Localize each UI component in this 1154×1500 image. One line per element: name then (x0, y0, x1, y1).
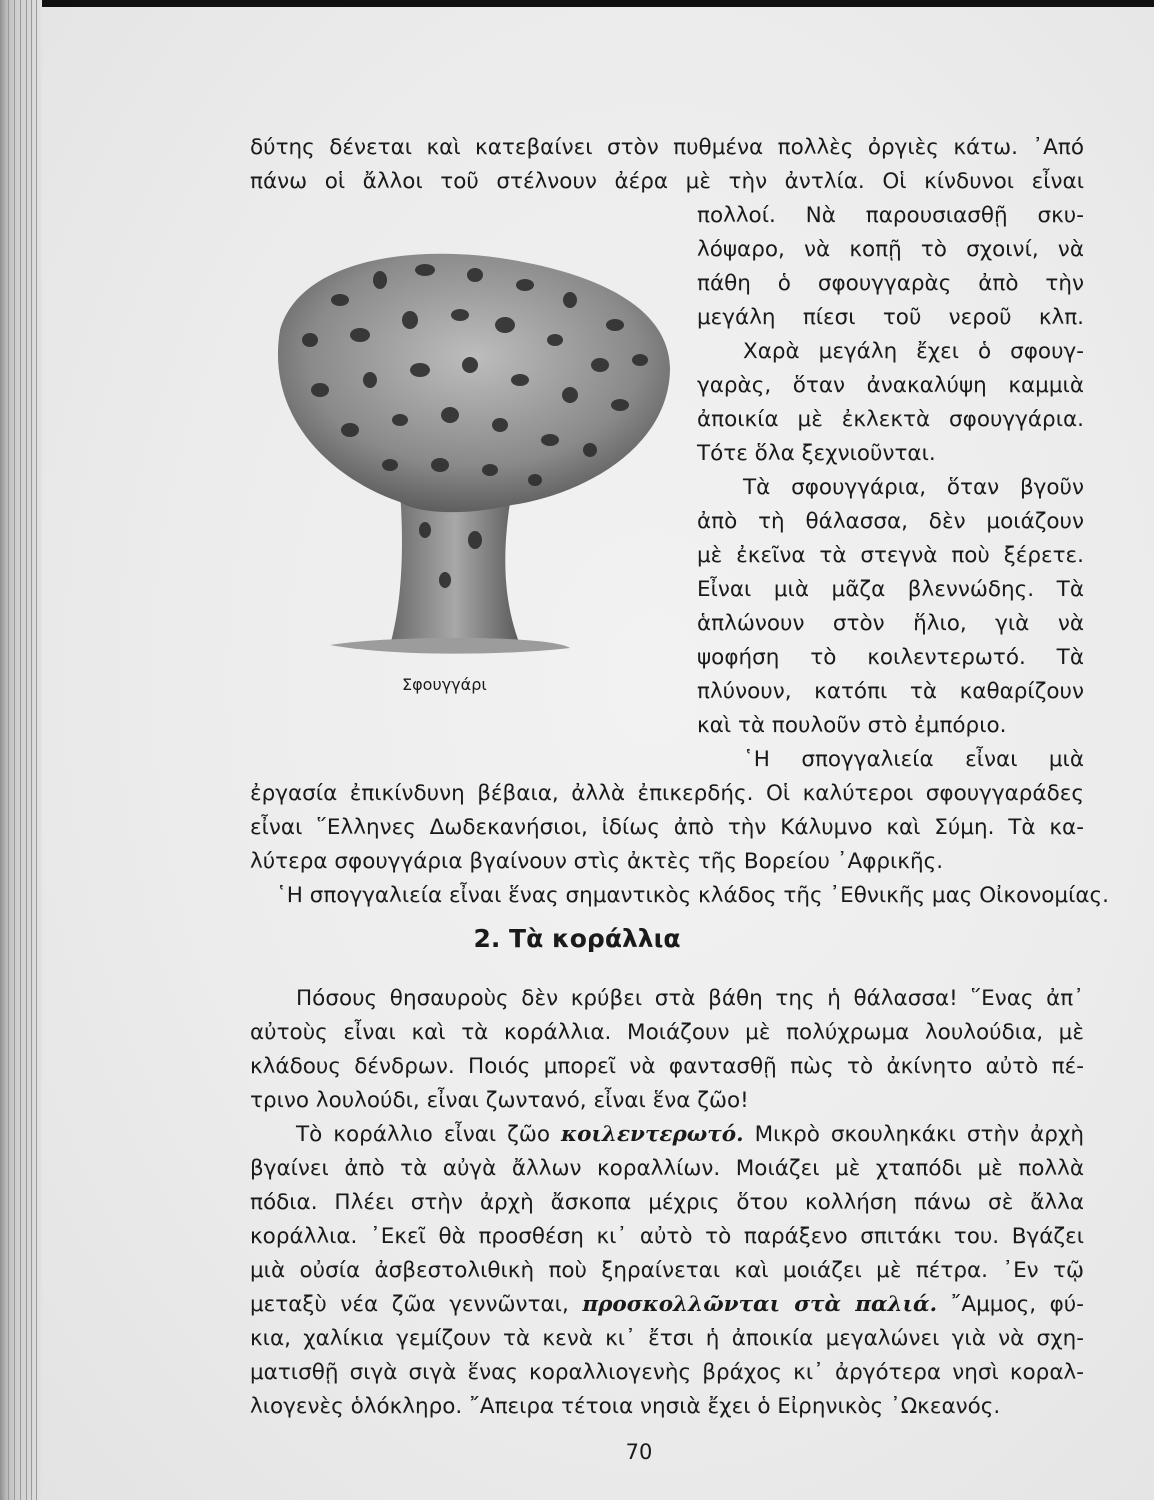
text-span: Μικρὸ σκουληκάκι στὴν ἀρχὴ (743, 1122, 1084, 1147)
text-line: ἁπλώνουν στὸν ἥλιο, γιὰ νὰ (697, 611, 1084, 636)
text-line: ματισθῇ σιγὰ σιγὰ ἕνας κοραλλιογενὴς βράχος κι᾿ ἀργότερα νησὶ κοραλ- (250, 1360, 1084, 1385)
figure-caption: Σφουγγάρι (402, 675, 487, 694)
text-line: Πόσους θησαυροὺς δὲν κρύβει στὰ βάθη της ἡ θάλασσα! ῞Ενας ἀπ᾿ (296, 986, 1084, 1011)
text-line: καὶ τὰ πουλοῦν στὸ ἐμπόριο. (697, 713, 1007, 738)
text-line: πλύνουν, κατόπι τὰ καθαρίζουν (697, 679, 1084, 704)
text-line (250, 1291, 1084, 1319)
sponge-cap (278, 254, 670, 512)
text-line: κλάδους δένδρων. Ποιός μπορεῖ νὰ φαντασθῇ πὼς τὸ ἀκίνητο αὐτὸ πέ- (250, 1054, 1084, 1079)
text-line: ἐργασία ἐπικίνδυνη βέβαια, ἀλλὰ ἐπικερδής. Οἱ καλύτεροι σφουγγαράδες (250, 781, 1084, 806)
text-line: ῾Η σπογγαλιεία εἶναι ἕνας σημαντικὸς κλάδος τῆς ᾿Εθνικῆς μας Οἰκονομίας. (276, 883, 1109, 908)
text-line: τρινο λουλούδι, εἶναι ζωντανό, εἶναι ἕνα ζῶο! (250, 1088, 749, 1113)
text-line: κοράλλια. ᾿Εκεῖ θὰ προσθέση κι᾿ αὐτὸ τὸ παράξενο σπιτάκι του. Βγάζει (250, 1224, 1084, 1249)
text-line: μεγάλη πίεσι τοῦ νεροῦ κλπ. (697, 305, 1084, 330)
text-line: ῾Η σπογγαλιεία εἶναι μιὰ (743, 747, 1084, 772)
emphasis-phrase: προσκολλῶνται στὰ παλιά. (582, 1292, 938, 1317)
page-number: 70 (625, 1440, 653, 1464)
text-line: πολλοί. Νὰ παρουσιασθῇ σκυ- (697, 203, 1084, 228)
book-spine-edge (0, 0, 42, 1500)
sponge-stem (390, 490, 520, 645)
text-line: λιογενὲς ὁλόκληρο. ῎Απειρα τέτοια νησιὰ ἔχει ὁ Εἰρηνικὸς ᾿Ωκεανός. (250, 1394, 1001, 1419)
text-line: δύτης δένεται καὶ κατεβαίνει στὸν πυθμένα πολλὲς ὀργιὲς κάτω. ᾿Από (250, 135, 1084, 160)
text-line: Εἶναι μιὰ μᾶζα βλεννώδης. Τὰ (697, 577, 1084, 602)
text-line: βγαίνει ἀπὸ τὰ αὐγὰ ἄλλων κοραλλίων. Μοιάζει μὲ χταπόδι μὲ πολλὰ (250, 1156, 1084, 1181)
text-line: μὲ ἐκεῖνα τὰ στεγνὰ ποὺ ξέρετε. (697, 543, 1084, 568)
text-line: εἶναι ῞Ελληνες Δωδεκανήσιοι, ἰδίως ἀπὸ τὴν Κάλυμνο καὶ Σύμη. Τὰ κα- (250, 815, 1084, 840)
text-line: πόδια. Πλέει στὴν ἀρχὴ ἄσκοπα μέχρις ὅτου κολλήση πάνω σὲ ἄλλα (250, 1190, 1084, 1215)
text-line: γαρὰς, ὅταν ἀνακαλύψη καμμιὰ (697, 373, 1084, 398)
text-line: ἀποικία μὲ ἐκλεκτὰ σφουγγάρια. (697, 407, 1084, 432)
text-line: Τότε ὅλα ξεχνιοῦνται. (697, 441, 936, 466)
text-line: λόψαρο, νὰ κοπῇ τὸ σχοινί, νὰ (697, 237, 1084, 262)
section-heading: 2. Τὰ κοράλλια (473, 924, 681, 953)
text-line: πάνω οἱ ἄλλοι τοῦ στέλνουν ἀέρα μὲ τὴν ἀντλία. Οἱ κίνδυνοι εἶναι (250, 169, 1084, 194)
text-line (296, 1121, 1084, 1149)
text-span: Τὸ κοράλλιο εἶναι ζῶο (296, 1122, 562, 1147)
text-line: κια, χαλίκια γεμίζουν τὰ κενὰ κι᾿ ἔτσι ἡ ἀποικία μεγαλώνει γιὰ νὰ σχη- (250, 1326, 1084, 1351)
text-line: Χαρὰ μεγάλη ἔχει ὁ σφουγ- (743, 339, 1084, 364)
sponge-illustration (250, 240, 690, 670)
text-span: μεταξὺ νέα ζῶα γεννῶνται, (250, 1292, 583, 1317)
sponge-base (330, 638, 570, 654)
text-line: πάθη ὁ σφουγγαρὰς ἀπὸ τὴν (697, 271, 1084, 296)
text-line: ἀπὸ τὴ θάλασσα, δὲν μοιάζουν (697, 509, 1084, 534)
text-span: ῎Αμμος, φύ- (937, 1292, 1084, 1317)
emphasis-term: κοιλεντερωτό. (561, 1122, 744, 1147)
text-line: ψοφήση τὸ κοιλεντερωτό. Τὰ (697, 645, 1084, 670)
scan-top-border (0, 0, 1154, 7)
text-line: λύτερα σφουγγάρια βγαίνουν στὶς ἀκτὲς τῆς Βορείου ᾿Αφρικῆς. (250, 849, 944, 874)
text-line: Τὰ σφουγγάρια, ὅταν βγοῦν (743, 475, 1084, 500)
text-line: αὐτοὺς εἶναι καὶ τὰ κοράλλια. Μοιάζουν μὲ πολύχρωμα λουλούδια, μὲ (250, 1020, 1084, 1045)
text-line: μιὰ οὐσία ἀσβεστολιθικὴ ποὺ ξηραίνεται καὶ μοιάζει μὲ πέτρα. ᾿Εν τῷ (250, 1258, 1084, 1283)
